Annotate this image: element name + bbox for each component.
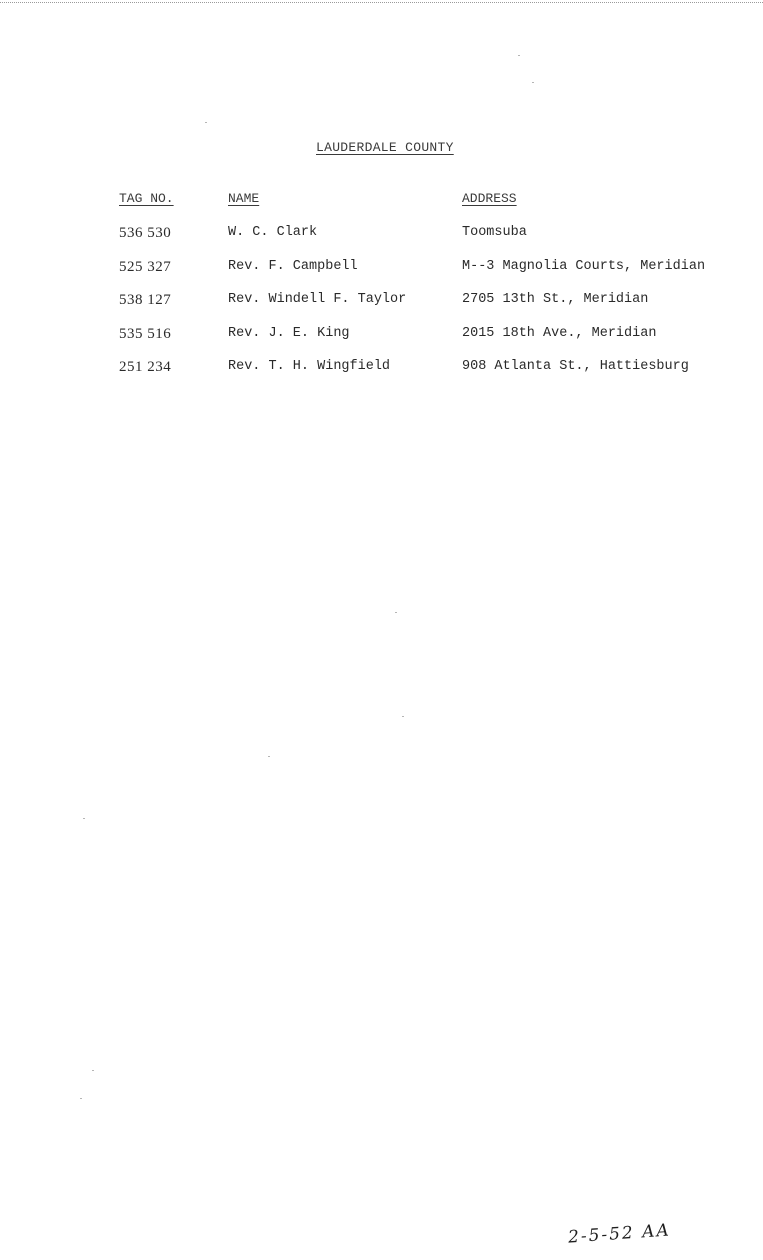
county-title: LAUDERDALE COUNTY bbox=[316, 140, 454, 155]
page-top-edge bbox=[0, 2, 763, 3]
address: 2015 18th Ave., Meridian bbox=[462, 325, 657, 341]
list-item bbox=[0, 358, 763, 392]
tag-number: 251 234 bbox=[119, 359, 172, 375]
paper-speck bbox=[395, 612, 397, 613]
address: 908 Atlanta St., Hattiesburg bbox=[462, 359, 689, 374]
list-item bbox=[0, 291, 763, 325]
paper-speck bbox=[80, 1098, 82, 1099]
tag-number: 525 327 bbox=[119, 258, 172, 275]
address: 2705 13th St., Meridian bbox=[462, 292, 649, 307]
list-item bbox=[0, 325, 763, 359]
paper-speck bbox=[402, 716, 404, 717]
person-name: Rev. Windell F. Taylor bbox=[228, 292, 407, 307]
person-name: W. C. Clark bbox=[228, 225, 318, 240]
column-header-tag-no: TAG NO. bbox=[119, 191, 174, 206]
person-name: Rev. J. E. King bbox=[228, 325, 350, 341]
paper-speck bbox=[532, 82, 534, 83]
registration-list bbox=[0, 224, 763, 392]
person-name: Rev. T. H. Wingfield bbox=[228, 359, 391, 374]
address: Toomsuba bbox=[462, 225, 527, 240]
column-header-name: NAME bbox=[228, 191, 260, 206]
tag-number: 536 530 bbox=[119, 225, 172, 241]
paper-speck bbox=[518, 55, 520, 56]
handwritten-note: 2-5-52 AA bbox=[567, 1220, 672, 1248]
paper-speck bbox=[83, 818, 85, 819]
address: M--3 Magnolia Courts, Meridian bbox=[462, 258, 706, 274]
column-header-address: ADDRESS bbox=[462, 191, 517, 206]
tag-number: 538 127 bbox=[119, 292, 172, 308]
person-name: Rev. F. Campbell bbox=[228, 258, 358, 274]
list-item bbox=[0, 258, 763, 292]
list-item bbox=[0, 224, 763, 258]
tag-number: 535 516 bbox=[119, 325, 172, 342]
paper-speck bbox=[92, 1070, 94, 1071]
paper-speck bbox=[205, 122, 207, 123]
paper-speck bbox=[268, 756, 270, 757]
